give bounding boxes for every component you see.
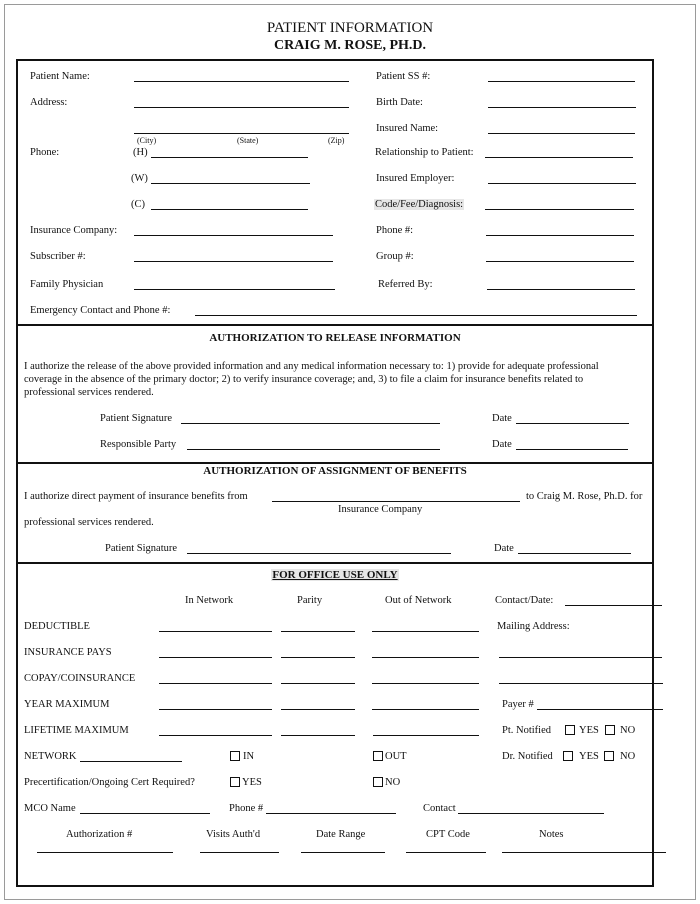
mco-name-field[interactable]	[80, 813, 210, 814]
patient-name-field[interactable]	[134, 81, 349, 82]
mco-phone-field[interactable]	[266, 813, 396, 814]
row-copay-label: COPAY/COINSURANCE	[24, 673, 136, 684]
contact-date-label: Contact/Date:	[495, 595, 554, 606]
authorization-number-label: Authorization #	[66, 829, 133, 840]
release-text-line-1: I authorize the release of the above provided information and any medical information necessary to: 1) provide for adequate professional	[24, 361, 599, 372]
assignment-text-line-1: I authorize direct payment of insurance benefits from	[24, 491, 248, 502]
pt-notified-no-label: NO	[620, 725, 636, 736]
patient-name-label: Patient Name:	[30, 71, 90, 82]
insured-employer-label: Insured Employer:	[376, 173, 455, 184]
office-heading-row	[16, 570, 654, 581]
office-heading: FOR OFFICE USE ONLY	[272, 569, 398, 581]
release-text-line-2: coverage in the absence of the primary doctor; 2) to verify insurance coverage; and, 3) to file a claim for insurance benefits related to	[24, 374, 584, 385]
visits-authd-field[interactable]	[200, 852, 279, 853]
section-divider-3	[16, 562, 654, 564]
assignment-date-field[interactable]	[518, 553, 631, 554]
precert-no-label: NO	[385, 777, 401, 788]
visits-authd-label: Visits Auth'd	[206, 829, 261, 840]
mco-contact-field[interactable]	[458, 813, 604, 814]
code-fee-field[interactable]	[485, 209, 634, 210]
emergency-contact-label: Emergency Contact and Phone #:	[30, 305, 171, 316]
dr-notified-no-checkbox[interactable]	[604, 751, 614, 761]
ss-field[interactable]	[488, 81, 635, 82]
deductible-in-network-field[interactable]	[159, 631, 272, 632]
mailing-address-label: Mailing Address:	[497, 621, 570, 632]
release-date-label-2: Date	[492, 439, 512, 450]
notes-label: Notes	[539, 829, 564, 840]
address-city-field[interactable]	[134, 133, 349, 134]
dr-notified-yes-checkbox[interactable]	[563, 751, 573, 761]
assignment-patient-signature-label: Patient Signature	[105, 543, 178, 554]
insurance-pays-in-network-field[interactable]	[159, 657, 272, 658]
network-label: NETWORK	[24, 751, 77, 762]
deductible-parity-field[interactable]	[281, 631, 355, 632]
notes-field[interactable]	[502, 852, 666, 853]
row-year-maximum-label: YEAR MAXIMUM	[24, 699, 110, 710]
insurance-pays-parity-field[interactable]	[281, 657, 355, 658]
responsible-party-label: Responsible Party	[100, 439, 177, 450]
insurance-company-label: Insurance Company:	[30, 225, 118, 236]
insurance-pays-out-network-field[interactable]	[372, 657, 479, 658]
precert-yes-label: YES	[242, 777, 262, 788]
deductible-out-network-field[interactable]	[372, 631, 479, 632]
year-max-in-network-field[interactable]	[159, 709, 272, 710]
assignment-date-label: Date	[494, 543, 514, 554]
relationship-label: Relationship to Patient:	[375, 147, 474, 158]
mco-contact-label: Contact	[423, 803, 456, 814]
lifetime-max-parity-field[interactable]	[281, 735, 355, 736]
section-divider-2	[16, 462, 654, 464]
dr-notified-yes-label: YES	[579, 751, 599, 762]
assignment-patient-signature-field[interactable]	[187, 553, 451, 554]
city-caption: (City)	[137, 136, 157, 145]
precert-yes-checkbox[interactable]	[230, 777, 240, 787]
col-parity: Parity	[297, 595, 323, 606]
insured-name-field[interactable]	[488, 133, 635, 134]
year-max-parity-field[interactable]	[281, 709, 355, 710]
col-in-network: In Network	[185, 595, 234, 606]
release-heading: AUTHORIZATION TO RELEASE INFORMATION	[209, 332, 461, 344]
pt-notified-label: Pt. Notified	[502, 725, 551, 736]
subscriber-field[interactable]	[134, 261, 333, 262]
insured-employer-field[interactable]	[488, 183, 636, 184]
network-in-label: IN	[243, 751, 255, 762]
copay-out-network-field[interactable]	[372, 683, 479, 684]
code-fee-label	[374, 200, 464, 211]
lifetime-max-out-network-field[interactable]	[373, 735, 479, 736]
home-phone-field[interactable]	[151, 157, 308, 158]
lifetime-max-in-network-field[interactable]	[159, 735, 272, 736]
mco-name-label: MCO Name	[24, 803, 76, 814]
group-field[interactable]	[486, 261, 634, 262]
contact-date-field[interactable]	[565, 605, 662, 606]
cpt-code-field[interactable]	[406, 852, 486, 853]
work-phone-field[interactable]	[151, 183, 310, 184]
assignment-insurance-company-caption: Insurance Company	[338, 504, 423, 515]
responsible-party-field[interactable]	[187, 449, 440, 450]
insurance-company-field[interactable]	[134, 235, 333, 236]
network-out-label: OUT	[385, 751, 407, 762]
referred-by-field[interactable]	[487, 289, 635, 290]
family-physician-label: Family Physician	[30, 279, 104, 290]
mco-phone-label: Phone #	[229, 803, 264, 814]
home-phone-label: (H)	[133, 147, 148, 158]
form-title: PATIENT INFORMATION	[266, 20, 434, 36]
row-lifetime-maximum-label: LIFETIME MAXIMUM	[24, 725, 129, 736]
phone-num-label: Phone #:	[376, 225, 414, 236]
authorization-number-field[interactable]	[37, 852, 173, 853]
assignment-heading: AUTHORIZATION OF ASSIGNMENT OF BENEFITS	[203, 465, 467, 477]
release-patient-signature-label: Patient Signature	[100, 413, 173, 424]
release-patient-signature-field[interactable]	[181, 423, 440, 424]
mailing-address-field-2[interactable]	[499, 683, 663, 684]
precert-label: Precertification/Ongoing Cert Required?	[24, 777, 195, 788]
state-caption: (State)	[237, 136, 259, 145]
release-date-label-1: Date	[492, 413, 512, 424]
address-field[interactable]	[134, 107, 349, 108]
section-divider-1	[16, 324, 654, 326]
cpt-code-label: CPT Code	[426, 829, 470, 840]
dr-notified-no-label: NO	[620, 751, 636, 762]
release-text-line-3: professional services rendered.	[24, 387, 154, 398]
referred-by-label: Referred By:	[378, 279, 433, 290]
birth-date-field[interactable]	[488, 107, 636, 108]
pt-notified-yes-checkbox[interactable]	[565, 725, 575, 735]
emergency-contact-field[interactable]	[195, 315, 637, 316]
date-range-label: Date Range	[316, 829, 366, 840]
copay-in-network-field[interactable]	[159, 683, 272, 684]
insured-name-label: Insured Name:	[376, 123, 439, 134]
phone-label: Phone:	[30, 147, 60, 158]
birth-date-label: Birth Date:	[376, 97, 423, 108]
dr-notified-label: Dr. Notified	[502, 751, 553, 762]
ss-label: Patient SS #:	[376, 71, 431, 82]
mailing-address-field-1[interactable]	[499, 657, 662, 658]
phone-num-field[interactable]	[486, 235, 634, 236]
col-out-of-network: Out of Network	[385, 595, 452, 606]
network-field[interactable]	[80, 761, 182, 762]
payer-label: Payer #	[502, 699, 534, 710]
work-phone-label: (W)	[131, 173, 148, 184]
group-label: Group #:	[376, 251, 414, 262]
address-label: Address:	[30, 97, 68, 108]
cell-phone-field[interactable]	[151, 209, 308, 210]
release-date-field-1[interactable]	[516, 423, 629, 424]
zip-caption: (Zip)	[328, 136, 345, 145]
family-physician-field[interactable]	[134, 289, 335, 290]
assignment-insurance-company-field[interactable]	[272, 501, 520, 502]
network-in-checkbox[interactable]	[230, 751, 240, 761]
payer-field[interactable]	[537, 709, 663, 710]
assignment-text-line-2: professional services rendered.	[24, 517, 154, 528]
precert-no-checkbox[interactable]	[373, 777, 383, 787]
pt-notified-yes-label: YES	[579, 725, 599, 736]
pt-notified-no-checkbox[interactable]	[605, 725, 615, 735]
code-fee-text: Code/Fee/Diagnosis:	[375, 199, 464, 210]
date-range-field[interactable]	[301, 852, 385, 853]
subscriber-label: Subscriber #:	[30, 251, 86, 262]
cell-phone-label: (C)	[131, 199, 145, 210]
row-deductible-label: DEDUCTIBLE	[24, 621, 90, 632]
assignment-to-text: to Craig M. Rose, Ph.D. for	[526, 491, 643, 502]
release-date-field-2[interactable]	[516, 449, 628, 450]
network-out-checkbox[interactable]	[373, 751, 383, 761]
form-subtitle: CRAIG M. ROSE, PH.D.	[273, 38, 427, 53]
relationship-field[interactable]	[485, 157, 633, 158]
copay-parity-field[interactable]	[281, 683, 355, 684]
year-max-out-network-field[interactable]	[372, 709, 479, 710]
row-insurance-pays-label: INSURANCE PAYS	[24, 647, 112, 658]
